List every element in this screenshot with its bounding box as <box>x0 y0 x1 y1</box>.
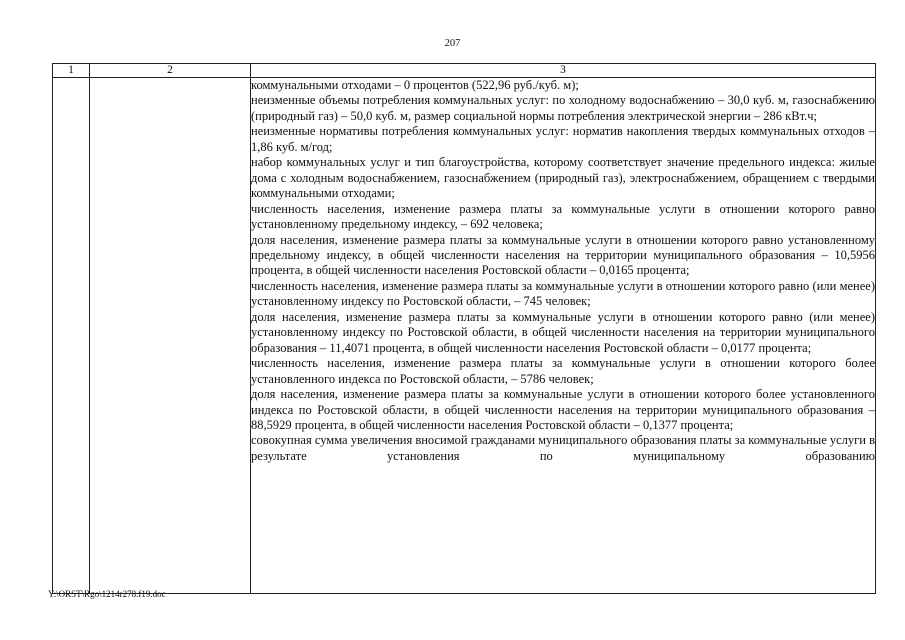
table-cell-col1 <box>53 78 90 594</box>
table-cell-col2 <box>90 78 251 594</box>
table-cell-col3 <box>251 78 876 594</box>
paragraph: неизменные нормативы потребления коммунальных услуг: норматив накопления твердых коммунальных отходов – 1,86 куб. м/год; <box>251 124 875 154</box>
paragraph: доля населения, изменение размера платы за коммунальные услуги в отношении которого более установленного индекса по Ростовской области, в общей численности населения на территории муниципального образования – 88,5929 процента, в общей численности населения Ростовской области – 0,1377 процента; <box>251 387 875 432</box>
footer-file-path: Y:\ORST\Rgo\1214r278.f19.doc <box>48 589 166 599</box>
paragraph: численность населения, изменение размера платы за коммунальные услуги в отношении которого равно установленному предельному индексу, – 692 человека; <box>251 201 875 232</box>
paragraph: набор коммунальных услуг и тип благоустройства, которому соответствует значение предельного индекса: жилые дома с холодным водоснабжением, газоснабжением (природный газ), электроснабжением, обращением с твердыми коммунальными отходами; <box>251 155 875 201</box>
paragraph: коммунальными отходами – 0 процентов (522,96 руб./куб. м); <box>251 78 579 92</box>
paragraph: неизменные объемы потребления коммунальных услуг: по холодному водоснабжению – 30,0 куб. м, газоснабжению (природный газ) – 50,0 куб. м, размер социальной нормы потребления электрической энергии – 286 кВт.ч; <box>251 93 875 123</box>
paragraph: доля населения, изменение размера платы за коммунальные услуги в отношении которого равно (или менее) установленному индексу по Ростовской области, в общей численности населения на территории муниципального образования – 11,4071 процента, в общей численности населения Ростовской области – 0,0177 процента; <box>251 309 875 355</box>
column-header-2: 2 <box>90 64 251 78</box>
paragraph: численность населения, изменение размера платы за коммунальные услуги в отношении которого равно (или менее) установленному индексу по Ростовской области, – 745 человек; <box>251 278 875 309</box>
paragraph: доля населения, изменение размера платы за коммунальные услуги в отношении которого равно установленному предельному индексу, в общей численности населения на территории муниципального образования – 10,5956 процента, в общей численности населения Ростовской области – 0,0165 процента; <box>251 232 875 278</box>
column-header-3: 3 <box>251 64 876 78</box>
table-row <box>53 78 876 594</box>
document-table <box>52 63 876 594</box>
paragraph: совокупная сумма увеличения вносимой гражданами муниципального образования платы за коммунальные услуги в результате установления по муниципальному образованию <box>251 433 875 463</box>
paragraph: численность населения, изменение размера платы за коммунальные услуги в отношении которого более установленного индекса по Ростовской области, – 5786 человек; <box>251 356 875 386</box>
table-header-row <box>53 64 876 78</box>
page-number: 207 <box>444 38 461 49</box>
column-header-1: 1 <box>53 64 90 78</box>
